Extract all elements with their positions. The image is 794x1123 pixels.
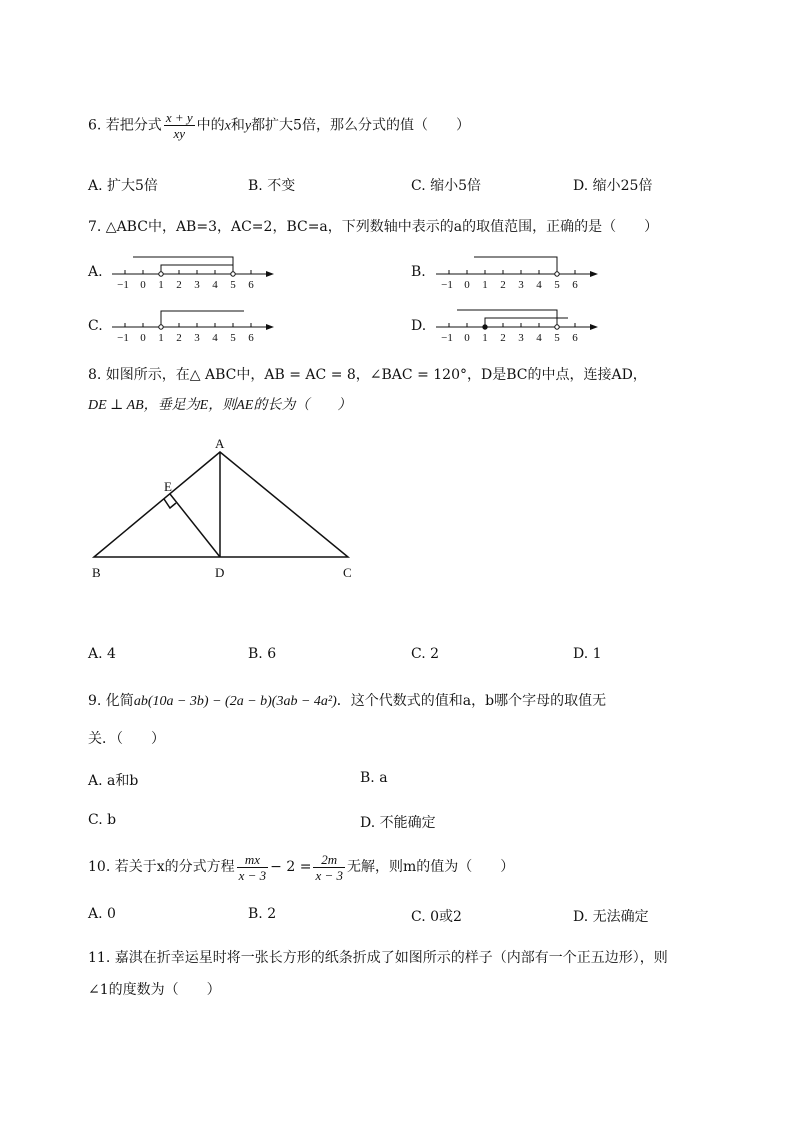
q6-frac-den: xy [173, 126, 185, 141]
tick-label: 1 [482, 332, 488, 344]
tick-label: −1 [441, 279, 453, 291]
q9-suffix: ．这个代数式的值和a，b哪个字母的取值无 [336, 693, 607, 709]
q8-line1: 8. 如图所示，在△ ABC中，AB = AC = 8，∠BAC = 120°，D是BC的中点，连接AD， [88, 367, 647, 383]
q8-option-c[interactable]: C. 2 [411, 646, 440, 662]
q6-var-y: y [244, 118, 252, 134]
vertex-label-b: B [92, 565, 101, 580]
q10-option-d[interactable]: D. 无法确定 [573, 909, 649, 925]
q9-expression: ab(10a − 3b) − (2a − b)(3ab − 4a²) [133, 694, 337, 709]
tick-label: 2 [500, 332, 506, 344]
tick-label: 3 [518, 332, 524, 344]
q8-option-a[interactable]: A. 4 [88, 646, 116, 662]
vertex-label-c: C [343, 565, 352, 580]
tick-label: 4 [212, 279, 218, 291]
q7-numberline-b [432, 252, 602, 296]
q10-lhs-fraction [237, 852, 269, 883]
q8-line2: DE ⊥ AB，垂足为E，则AE的长为（ ） [88, 398, 352, 413]
q6-mid1: 中的 [196, 117, 225, 134]
q9-prefix: 9. 化简 [88, 693, 134, 709]
q10-option-b[interactable]: B. 2 [248, 906, 277, 922]
q10-stem [88, 850, 514, 884]
q10-suffix: 无解，则m的值为（ ） [347, 859, 515, 875]
q9-option-d[interactable]: D. 不能确定 [360, 815, 436, 831]
tick-label: 6 [572, 332, 578, 344]
tick-label: 6 [572, 279, 578, 291]
tick-label: 6 [248, 332, 254, 344]
q7-option-b-label[interactable]: B. [411, 264, 426, 280]
q10-lhs-num: mx [237, 852, 269, 868]
tick-label: 0 [464, 332, 470, 344]
q10-lhs-den: x − 3 [238, 867, 267, 883]
tick-label: 5 [230, 332, 236, 344]
tick-label: 2 [176, 279, 182, 291]
tick-label: 1 [482, 279, 488, 291]
tick-label: 4 [212, 332, 218, 344]
tick-label: −1 [117, 332, 129, 344]
q6-stem [88, 110, 470, 142]
q6-option-a[interactable]: A. 扩大5倍 [88, 178, 158, 194]
tick-label: 1 [158, 332, 164, 344]
q6-option-b[interactable]: B. 不变 [248, 178, 296, 194]
tick-label: 5 [230, 279, 236, 291]
q11-line1: 11. 嘉淇在折幸运星时将一张长方形的纸条折成了如图所示的样子（内部有一个正五边形），则 [88, 950, 668, 966]
q9-option-b[interactable]: B. a [360, 770, 388, 786]
tick-label: 0 [140, 279, 146, 291]
tick-label: 4 [536, 332, 542, 344]
q9-stem [88, 690, 606, 710]
tick-label: 4 [536, 279, 542, 291]
tick-label: 0 [140, 332, 146, 344]
q7-numberline-c [108, 305, 278, 349]
q6-suffix: 都扩大5倍，那么分式的值（ ） [251, 117, 470, 134]
q10-rhs-fraction [313, 852, 345, 883]
vertex-label-a: A [215, 436, 225, 451]
q7-option-c-label[interactable]: C. [88, 318, 103, 334]
tick-label: 1 [158, 279, 164, 291]
q7-option-a-label[interactable]: A. [88, 264, 103, 280]
tick-label: 0 [464, 279, 470, 291]
q10-prefix: 10. 若关于x的分式方程 [88, 859, 235, 875]
q8-triangle-figure [80, 430, 370, 590]
tick-label: 2 [176, 332, 182, 344]
q6-mid2: 和 [230, 117, 245, 134]
q7-numberline-d [432, 305, 602, 349]
tick-label: −1 [117, 279, 129, 291]
q9-option-a[interactable]: A. a和b [88, 773, 139, 789]
tick-label: 5 [554, 279, 560, 291]
q11-line2: ∠1的度数为（ ） [88, 982, 221, 998]
q6-option-d[interactable]: D. 缩小25倍 [573, 178, 653, 194]
q6-frac-num: x + y [165, 110, 193, 125]
tick-label: −1 [441, 332, 453, 344]
tick-label: 5 [554, 332, 560, 344]
q8-option-b[interactable]: B. 6 [248, 646, 277, 662]
q7-stem: 7. △ABC中，AB=3，AC=2，BC=a，下列数轴中表示的a的取值范围，正确的是（ ） [88, 219, 659, 235]
q9-line2: 关．（ ） [88, 731, 165, 747]
q10-option-c[interactable]: C. 0或2 [411, 909, 462, 925]
tick-label: 3 [194, 332, 200, 344]
q10-minus-two: − 2 = [270, 859, 312, 875]
q9-option-c[interactable]: C. b [88, 812, 117, 828]
tick-label: 2 [500, 279, 506, 291]
q6-fraction [164, 110, 195, 141]
vertex-label-d: D [215, 565, 225, 580]
tick-label: 6 [248, 279, 254, 291]
q6-option-c[interactable]: C. 缩小5倍 [411, 178, 482, 194]
q6-prefix: 6. 若把分式 [88, 117, 162, 134]
vertex-label-e: E [164, 479, 172, 494]
q6-var-x: x [224, 118, 231, 134]
q7-numberline-a [108, 252, 278, 296]
q10-option-a[interactable]: A. 0 [88, 906, 116, 922]
q10-rhs-num: 2m [313, 852, 345, 868]
q7-option-d-label[interactable]: D. [411, 318, 427, 334]
tick-label: 3 [518, 279, 524, 291]
q10-rhs-den: x − 3 [315, 867, 343, 883]
q8-option-d[interactable]: D. 1 [573, 646, 602, 662]
tick-label: 3 [194, 279, 200, 291]
